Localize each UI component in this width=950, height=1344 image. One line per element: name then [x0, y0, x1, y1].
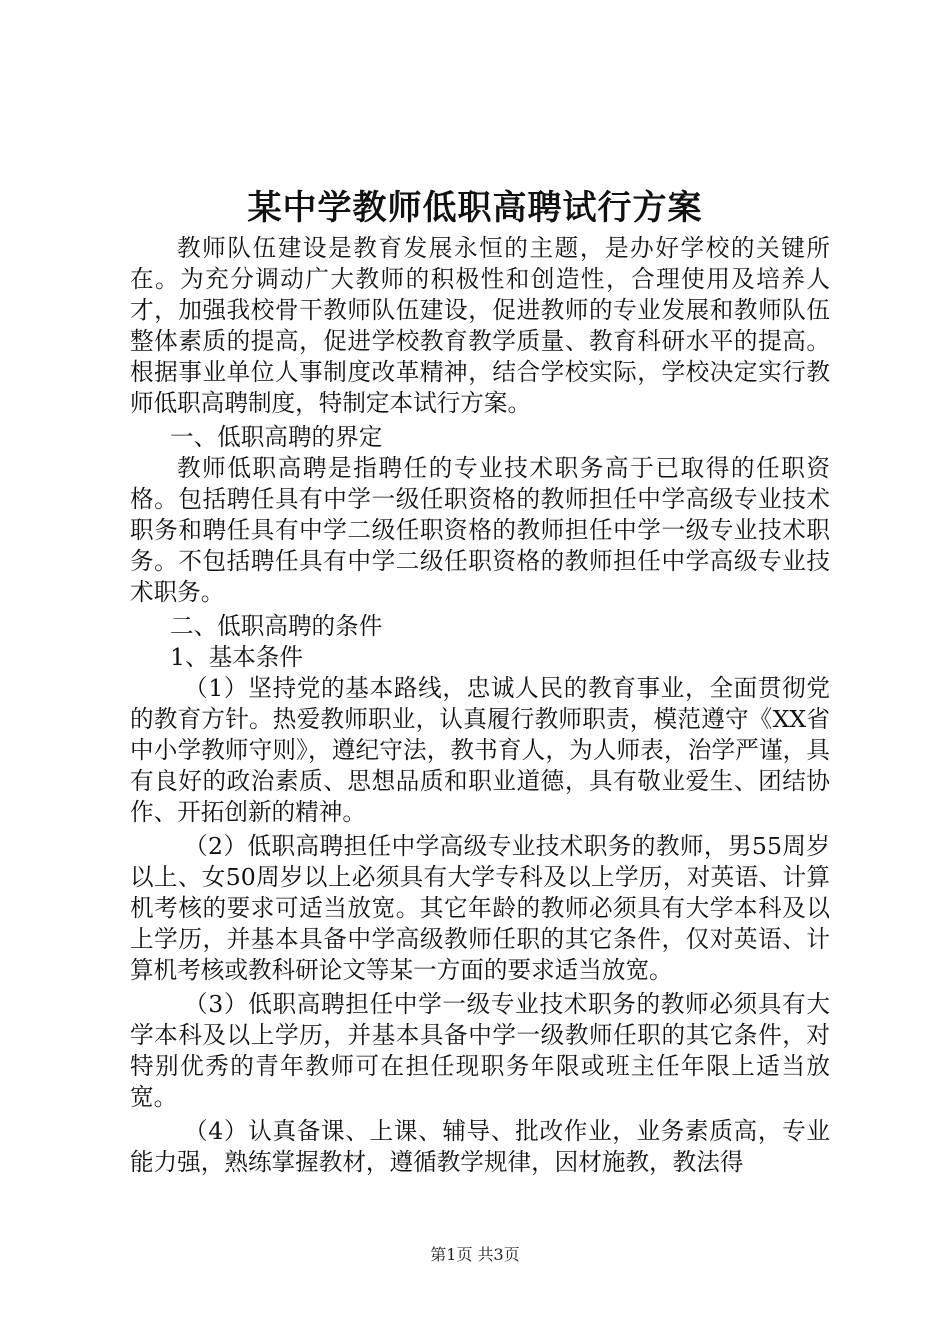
condition-item-3: （3）低职高聘担任中学一级专业技术职务的教师必须具有大学本科及以上学历，并基本具备中学一级教师任职的其它条件，对特别优秀的青年教师可在担任现职务年限或班主任年限上适当放宽。: [130, 990, 830, 1111]
subsection-heading-basic: 1、基本条件: [170, 643, 303, 671]
document-body: [130, 233, 830, 1178]
condition-item-1: （1）坚持党的基本路线，忠诚人民的教育事业，全面贯彻党的教育方针。热爱教师职业，认真履行教师职责，模范遵守《XX省中小学教师守则》，遵纪守法，教书育人，为人师表，治学严谨，具有良好的政治素质、思想品质和职业道德，具有敬业爱生、团结协作、开拓创新的精神。: [130, 674, 830, 826]
page-number-footer: 第1页 共3页: [430, 1245, 520, 1264]
section-heading-definition: 一、低职高聘的界定: [170, 423, 383, 451]
section-heading-conditions: 二、低职高聘的条件: [170, 612, 383, 640]
definition-paragraph: 教师低职高聘是指聘任的专业技术职务高于已取得的任职资格。包括聘任具有中学一级任职资格的教师担任中学高级专业技术职务和聘任具有中学二级任职资格的教师担任中学一级专业技术职务。不包括聘任具有中学二级任职资格的教师担任中学高级专业技术职务。: [130, 454, 830, 606]
document-title: 某中学教师低职高聘试行方案: [247, 188, 703, 228]
condition-item-2: （2）低职高聘担任中学高级专业技术职务的教师，男55周岁以上、女50周岁以上必须具有大学专科及以上学历，对英语、计算机考核的要求可适当放宽。其它年龄的教师必须具有大学本科及以上学历，并基本具备中学高级教师任职的其它条件，仅对英语、计算机考核或教科研论文等某一方面的要求适当放宽。: [130, 832, 830, 984]
condition-item-4: （4）认真备课、上课、辅导、批改作业，业务素质高，专业能力强，熟练掌握教材，遵循教学规律，因材施教，教法得: [130, 1117, 830, 1176]
intro-paragraph: 教师队伍建设是教育发展永恒的主题，是办好学校的关键所在。为充分调动广大教师的积极性和创造性，合理使用及培养人才，加强我校骨干教师队伍建设，促进教师的专业发展和教师队伍整体素质的提高，促进学校教育教学质量、教育科研水平的提高。根据事业单位人事制度改革精神，结合学校实际，学校决定实行教师低职高聘制度，特制定本试行方案。: [130, 234, 830, 417]
